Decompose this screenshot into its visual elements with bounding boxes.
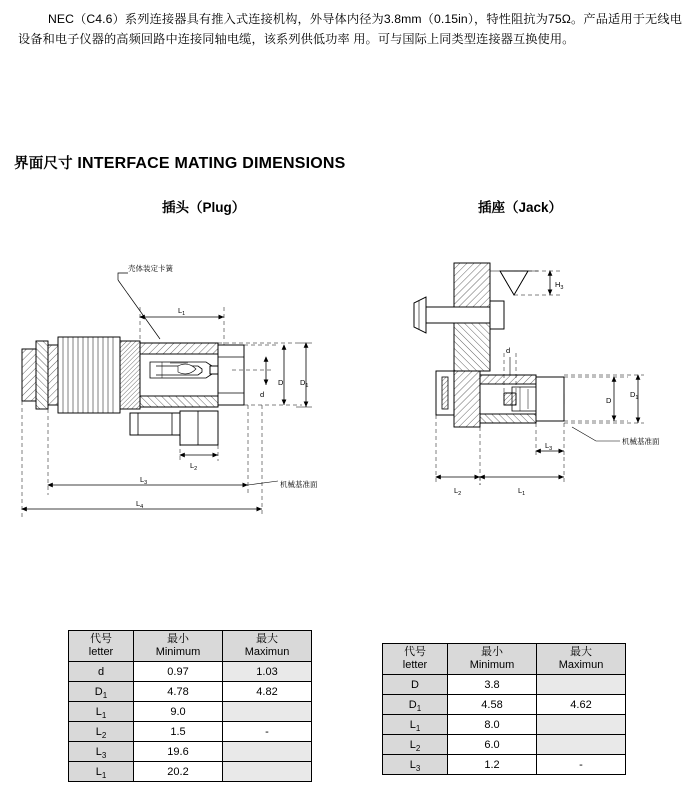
jack-row4-letter-sub: 3 (415, 763, 421, 773)
plug-row5-max (223, 762, 312, 782)
jack-dim-L3: $L_3$ (545, 441, 553, 452)
plug-row1-letter (69, 682, 134, 702)
jack-row1-letter-text: D (408, 698, 417, 711)
table-row (383, 695, 626, 715)
table-row (69, 682, 312, 702)
plug-row4-letter (69, 742, 134, 762)
plug-dim-L2: $L_2$ (190, 461, 198, 472)
plug-row2-max (223, 702, 312, 722)
table-row (69, 662, 312, 682)
jack-row2-letter (383, 715, 448, 735)
jack-dim-D1: $D_1$ (630, 390, 639, 401)
plug-header-min (134, 631, 223, 662)
jack-dim-d: d (506, 346, 511, 355)
plug-row0-letter (69, 662, 134, 682)
jack-row4-min: 1.2 (448, 755, 537, 775)
plug-row2-min: 9.0 (134, 702, 223, 722)
plug-header-max-en: Maximun (244, 646, 290, 658)
jack-table-header-row (383, 644, 626, 675)
plug-dim-D: D (278, 378, 284, 387)
plug-figure-label: 插头（Plug） (162, 200, 246, 215)
table-row (383, 675, 626, 695)
table-row (69, 722, 312, 742)
plug-dimensions-table (68, 630, 312, 782)
jack-header-min-en: Minimum (469, 659, 515, 671)
plug-row1-letter-text: D (94, 685, 103, 698)
plug-callout-spring: 壳体装定卡簧 (128, 264, 173, 273)
jack-row4-max: - (537, 755, 626, 775)
table-row (69, 762, 312, 782)
plug-row5-letter (69, 762, 134, 782)
plug-table-body (69, 631, 312, 782)
jack-row1-letter-sub: 1 (416, 703, 422, 713)
plug-row4-max (223, 742, 312, 762)
plug-row2-letter (69, 702, 134, 722)
jack-header-min (448, 644, 537, 675)
jack-dimensions-table (382, 643, 626, 775)
jack-row2-letter-sub: 1 (415, 723, 421, 733)
plug-row3-letter-sub: 2 (101, 730, 107, 740)
plug-drawing (10, 245, 360, 550)
jack-row3-max (537, 735, 626, 755)
plug-row1-letter-sub: 1 (102, 690, 108, 700)
table-row (383, 715, 626, 735)
jack-row4-letter (383, 755, 448, 775)
section-title (14, 152, 346, 173)
jack-row1-min: 4.58 (448, 695, 537, 715)
jack-row0-max (537, 675, 626, 695)
intro-text: NEC（C4.6）系列连接器具有推入式连接机构，外导体内径为3.8mm（0.15in），特性阻抗为75Ω。产品适用于无线电设备和电子仪器的高频回路中连接同轴电缆，该系列供低功率 用。可与国际上同类型连接器互换使用。 (18, 12, 682, 46)
plug-header-max-cn: 最大 (256, 633, 278, 646)
plug-row5-letter-sub: 1 (101, 770, 107, 780)
plug-row0-min: 0.97 (134, 662, 223, 682)
plug-row3-letter-text: L (95, 725, 102, 738)
section-title-cn: 界面尺寸 (14, 156, 73, 172)
table-row (69, 702, 312, 722)
table-row (383, 735, 626, 755)
plug-table-header-row (69, 631, 312, 662)
plug-callout-datum: 机械基准面 (280, 480, 318, 489)
jack-header-min-cn: 最小 (481, 646, 503, 659)
plug-header-letter (69, 631, 134, 662)
jack-row3-letter-text: L (409, 738, 416, 751)
jack-header-letter-cn: 代号 (404, 646, 426, 659)
plug-dim-D1: $D_1$ (300, 378, 309, 389)
jack-callout-datum: 机械基准面 (622, 437, 660, 446)
plug-row5-letter-text: L (95, 765, 102, 778)
plug-dim-L3: $L_3$ (140, 475, 148, 486)
plug-header-min-en: Minimum (155, 646, 201, 658)
jack-figure-label: 插座（Jack） (478, 200, 563, 215)
section-title-en: INTERFACE MATING DIMENSIONS (77, 155, 346, 172)
jack-header-letter-en: letter (402, 659, 428, 671)
jack-dim-L2: $L_2$ (454, 486, 462, 497)
jack-row4-letter-text: L (409, 758, 416, 771)
plug-dim-L1: $L_1$ (178, 306, 186, 317)
plug-row2-letter-sub: 1 (101, 710, 107, 720)
jack-row3-letter-sub: 2 (415, 743, 421, 753)
plug-row4-letter-sub: 3 (101, 750, 107, 760)
jack-row3-min: 6.0 (448, 735, 537, 755)
jack-drawing (400, 245, 690, 550)
plug-row1-max: 4.82 (223, 682, 312, 702)
jack-header-letter (383, 644, 448, 675)
jack-row1-max: 4.62 (537, 695, 626, 715)
plug-dim-L4: $L_4$ (136, 499, 144, 510)
jack-header-max (537, 644, 626, 675)
jack-row0-letter (383, 675, 448, 695)
plug-row0-max: 1.03 (223, 662, 312, 682)
jack-header-max-cn: 最大 (570, 646, 592, 659)
jack-row2-min: 8.0 (448, 715, 537, 735)
table-row (383, 755, 626, 775)
jack-dim-H3: $H_3$ (555, 280, 564, 291)
table-row (69, 742, 312, 762)
plug-header-max (223, 631, 312, 662)
jack-row0-min: 3.8 (448, 675, 537, 695)
jack-row1-letter (383, 695, 448, 715)
jack-dim-D: D (606, 396, 612, 405)
plug-row4-letter-text: L (95, 745, 102, 758)
jack-dim-L1: $L_1$ (518, 486, 526, 497)
plug-row0-letter-text: d (97, 665, 105, 678)
plug-dim-d: d (260, 390, 265, 399)
plug-row4-min: 19.6 (134, 742, 223, 762)
jack-row2-letter-text: L (409, 718, 416, 731)
jack-row0-letter-text: D (411, 678, 419, 691)
jack-row2-max (537, 715, 626, 735)
plug-row3-min: 1.5 (134, 722, 223, 742)
plug-row3-max: - (223, 722, 312, 742)
plug-row5-min: 20.2 (134, 762, 223, 782)
plug-header-min-cn: 最小 (167, 633, 189, 646)
jack-table-body (383, 644, 626, 775)
plug-row3-letter (69, 722, 134, 742)
plug-row1-min: 4.78 (134, 682, 223, 702)
plug-header-letter-cn: 代号 (90, 633, 112, 646)
jack-header-max-en: Maximun (558, 659, 604, 671)
intro-paragraph (18, 10, 682, 50)
plug-row2-letter-text: L (95, 705, 102, 718)
plug-header-letter-en: letter (88, 646, 114, 658)
jack-row3-letter (383, 735, 448, 755)
